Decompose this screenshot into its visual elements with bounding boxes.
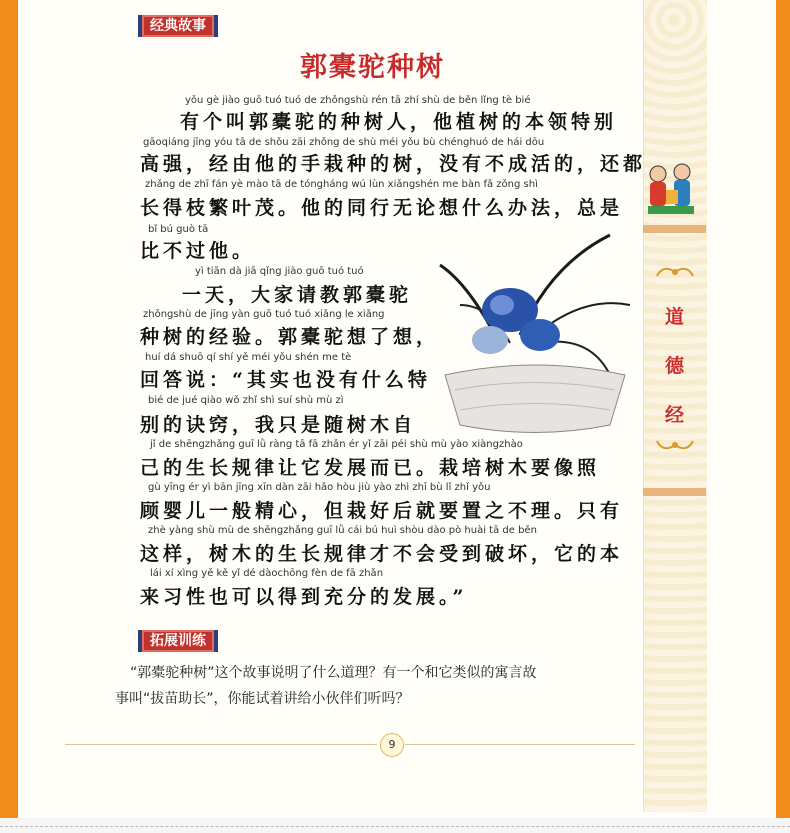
story-line-7: 回答说：“其实也没有什么特: [140, 369, 431, 391]
footer-rule-right: [405, 744, 635, 745]
sidebar-band-bottom: [643, 488, 706, 496]
orchid-pot-icon: [430, 225, 640, 447]
cloud-scroll-icon: [655, 437, 695, 455]
story-line-6: 种树的经验。郭橐驼想了想，: [140, 326, 440, 348]
story-pinyin-9: jǐ de shēngzhǎng guī lǜ ràng tā fā zhǎn ér yǐ zāi péi shù mù yào xiàngzhào: [150, 439, 523, 450]
sidebar-word-1: 道: [664, 306, 684, 328]
page-number: 9: [380, 733, 404, 757]
story-pinyin-4: bǐ bú guò tā: [148, 224, 209, 235]
story-pinyin-8: bié de jué qiào wǒ zhǐ shì suí shù mù zì: [148, 395, 344, 406]
page-border-right: [776, 0, 790, 818]
page-border-left: [0, 0, 18, 818]
story-title: 郭橐驼种树: [300, 52, 445, 83]
cloud-scroll-icon: [655, 262, 695, 280]
story-pinyin-11: zhè yàng shù mù de shēngzhǎng guī lǜ cái bú huì shòu dào pò huài tā de běn: [148, 525, 537, 536]
story-line-11: 这样，树木的生长规律才不会受到破坏，它的本: [140, 543, 624, 565]
story-pinyin-5: yì tiān dà jiā qǐng jiào guō tuó tuó: [195, 266, 364, 277]
story-line-12: 来习性也可以得到充分的发展。”: [140, 586, 468, 608]
story-line-10: 顾婴儿一般精心，但栽好后就要置之不理。只有: [140, 500, 624, 522]
story-pinyin-2: gāoqiáng jīng yóu tā de shǒu zāi zhǒng de shù méi yǒu bù chénghuó de hái dōu: [143, 137, 545, 148]
story-line-5: 一天，大家请教郭橐驼: [182, 284, 413, 306]
extension-tag: 拓展训练: [138, 630, 218, 652]
story-line-9: 己的生长规律让它发展而已。栽培树木要像照: [140, 457, 601, 479]
extension-text-1: “郭橐驼种树”这个故事说明了什么道理？有一个和它类似的寓言故: [130, 665, 537, 681]
sidebar-word-2: 德: [664, 355, 684, 377]
story-pinyin-1: yǒu gè jiào guō tuó tuó de zhǒngshù rén tā zhí shù de běn lǐng tè bié: [185, 95, 531, 106]
section-tag: 经典故事: [138, 15, 218, 37]
story-pinyin-12: lái xí xìng yě kě yǐ dé dàochōng fèn de fā zhǎn: [150, 568, 384, 579]
story-line-1: 有个叫郭橐驼的种树人，他植树的本领特别: [180, 111, 618, 133]
sidebar-word-3: 经: [664, 404, 684, 426]
story-pinyin-3: zhǎng de zhī fán yè mào tā de tóngháng wú lùn xiǎngshén me bàn fǎ zǒng shì: [145, 179, 538, 190]
story-line-4: 比不过他。: [140, 240, 256, 262]
extension-text-2: 事叫“拔苗助长”，你能试着讲给小伙伴们听吗？: [115, 691, 410, 707]
dashed-divider: [0, 826, 790, 827]
story-pinyin-6: zhǒngshù de jīng yàn guō tuó tuó xiǎng le xiǎng: [143, 309, 385, 320]
story-pinyin-7: huí dá shuō qí shí yě méi yǒu shén me tè: [145, 352, 352, 363]
story-pinyin-10: gù yīng ér yì bān jīng xīn dàn zāi hǎo hòu jiù yào zhì zhī bù lǐ zhǐ yǒu: [148, 482, 491, 493]
footer-rule-left: [65, 744, 377, 745]
kids-icon: [644, 160, 698, 218]
story-line-3: 长得枝繁叶茂。他的同行无论想什么办法，总是: [140, 197, 624, 219]
sidebar-band-top: [643, 225, 706, 233]
story-line-2: 高强，经由他的手栽种的树，没有不成活的，还都: [140, 153, 647, 175]
story-line-8: 别的诀窍，我只是随树木自: [140, 414, 417, 436]
